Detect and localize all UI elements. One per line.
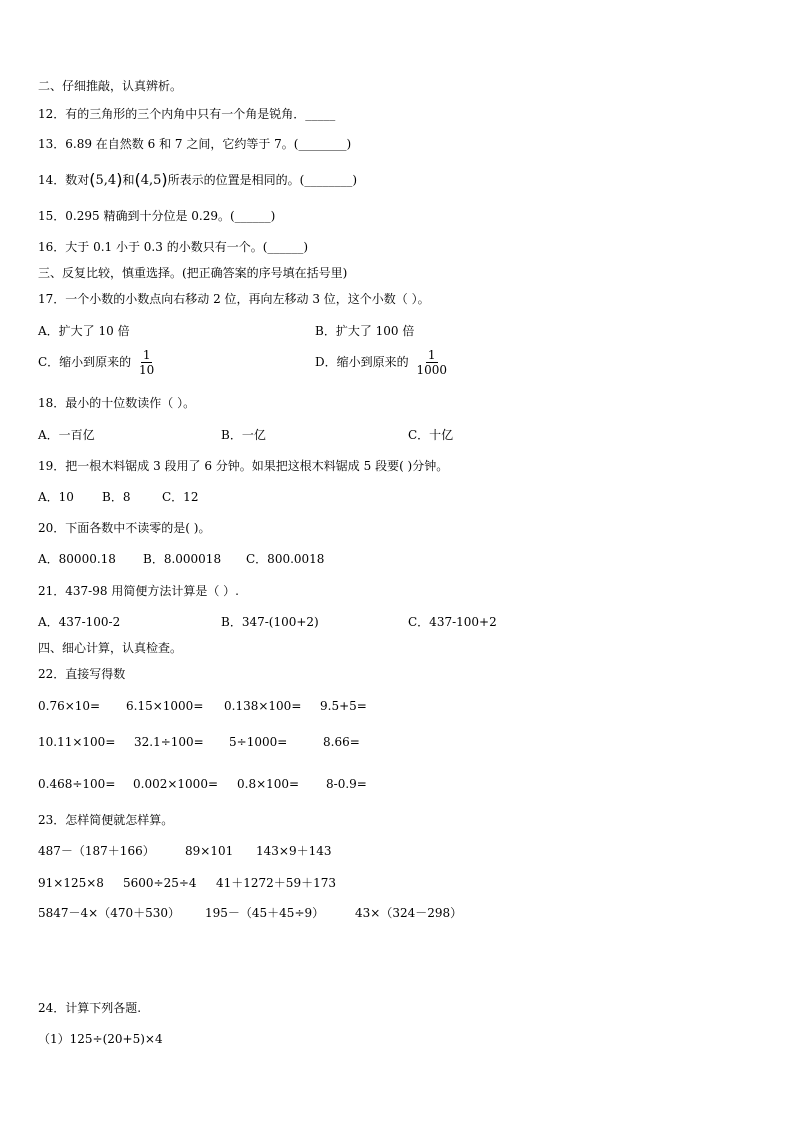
q21-option-c: C．437-100+2: [408, 615, 497, 629]
calc-item: 10.11×100=: [38, 735, 116, 749]
question-14: 14．数对(5,4)和(4,5)所表示的位置是相同的。(________): [38, 170, 358, 189]
calc-item: 91×125×8: [38, 876, 104, 890]
section-4-title: 四、细心计算，认真检查。: [38, 641, 183, 655]
q19-option-b: B．8: [102, 490, 131, 504]
calc-item: 5÷1000=: [229, 735, 288, 749]
q17-option-c-text: C．缩小到原来的: [38, 355, 132, 369]
calc-item: 41＋1272＋59＋173: [216, 876, 336, 890]
fraction-numerator: 1: [142, 348, 151, 362]
fraction-denominator: 1000: [416, 363, 447, 377]
question-19: 19．把一根木料锯成 3 段用了 6 分钟。如果把这根木料锯成 5 段要( )分钟。: [38, 459, 449, 473]
section-2-title: 二、仔细推敲，认真辨析。: [38, 79, 183, 93]
q20-option-a: A．80000.18: [38, 552, 116, 566]
coordinate-pair-2: 4,5: [140, 173, 162, 188]
question-24: 24．计算下列各题.: [38, 1001, 142, 1015]
calc-item: 9.5+5=: [320, 699, 367, 713]
question-18: 18．最小的十位数读作（ ）。: [38, 396, 196, 410]
q17-option-a: A．扩大了 10 倍: [38, 324, 130, 338]
question-15: 15．0.295 精确到十分位是 0.29。(______): [38, 209, 276, 223]
q17-option-b: B．扩大了 100 倍: [315, 324, 415, 338]
question-21: 21．437-98 用简便方法计算是（ ）.: [38, 584, 239, 598]
question-23: 23．怎样简便就怎样算。: [38, 813, 174, 827]
q18-option-a: A．一百亿: [38, 428, 95, 442]
q19-option-c: C．12: [162, 490, 199, 504]
question-12: 12．有的三角形的三个内角中只有一个角是锐角．_____: [38, 107, 336, 121]
question-14-and: 和: [122, 173, 135, 187]
question-16: 16．大于 0.1 小于 0.3 的小数只有一个。(______): [38, 240, 309, 254]
fraction-one-thousandth: [414, 348, 449, 377]
calc-item: 0.8×100=: [237, 777, 300, 791]
calc-item: 5600÷25÷4: [123, 876, 197, 890]
q21-option-b: B．347-(100+2): [221, 615, 319, 629]
q20-option-b: B．8.000018: [143, 552, 222, 566]
calc-item: 0.138×100=: [224, 699, 302, 713]
section-3-title: 三、反复比较，慎重选择。(把正确答案的序号填在括号里): [38, 266, 348, 280]
q19-option-a: A．10: [38, 490, 74, 504]
question-13: 13．6.89 在自然数 6 和 7 之间，它约等于 7。(________): [38, 137, 352, 151]
q17-option-c: [38, 348, 156, 377]
question-14-suffix: 所表示的位置是相同的。(________): [167, 173, 358, 187]
calc-item: 0.468÷100=: [38, 777, 116, 791]
question-24-part-1: （1）125÷(20+5)×4: [38, 1032, 163, 1046]
calc-item: 89×101: [185, 844, 234, 858]
coordinate-pair-1: 5,4: [95, 173, 117, 188]
calc-item: 487－（187＋166）: [38, 844, 155, 858]
calc-item: 195－（45＋45÷9）: [205, 906, 325, 920]
question-20: 20．下面各数中不读零的是( )。: [38, 521, 211, 535]
q17-option-d: [315, 348, 449, 377]
q21-option-a: A．437-100-2: [38, 615, 121, 629]
calc-item: 0.76×10=: [38, 699, 101, 713]
fraction-denominator: 10: [139, 363, 155, 377]
q17-option-d-text: D．缩小到原来的: [315, 355, 409, 369]
calc-item: 6.15×1000=: [126, 699, 204, 713]
question-17: 17．一个小数的小数点向右移动 2 位，再向左移动 3 位，这个小数（ ）。: [38, 292, 430, 306]
calc-item: 43×（324－298）: [355, 906, 463, 920]
question-14-prefix: 14．数对: [38, 173, 90, 187]
q18-option-c: C．十亿: [408, 428, 454, 442]
calc-item: 143×9＋143: [256, 844, 332, 858]
question-22: 22．直接写得数: [38, 667, 126, 681]
calc-item: 32.1÷100=: [134, 735, 204, 749]
calc-item: 5847－4×（470＋530）: [38, 906, 181, 920]
calc-item: 8-0.9=: [326, 777, 367, 791]
q20-option-c: C．800.0018: [246, 552, 325, 566]
q18-option-b: B．一亿: [221, 428, 266, 442]
calc-item: 0.002×1000=: [133, 777, 219, 791]
fraction-numerator: 1: [427, 348, 436, 362]
fraction-one-tenth: [137, 348, 156, 377]
calc-item: 8.66=: [323, 735, 360, 749]
